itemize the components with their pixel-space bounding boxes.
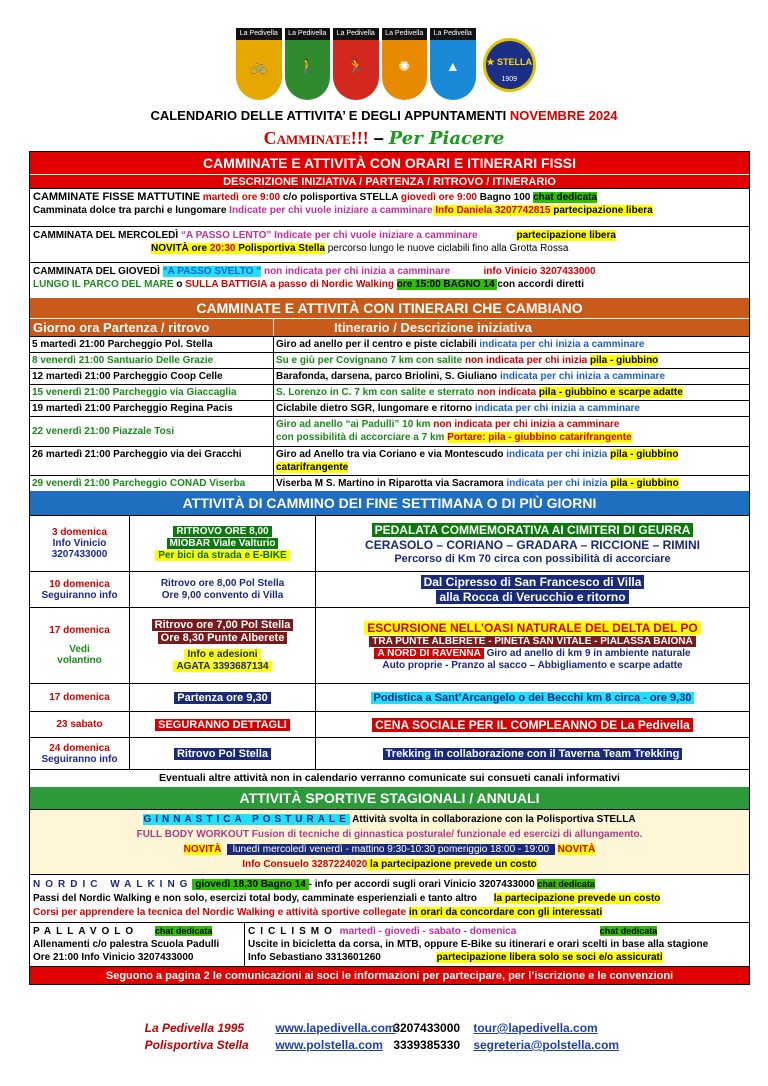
wednesday-walk: CAMMINATA DEL MERCOLEDÌ “A PASSO LENTO” Indicate per chi vuole iniziare a camminare partecipazione libera NOVITÀ ore 20:30 Polisportiva Stella percorso lungo le nuove ciclabili fino alla Grotta Rossa <box>30 226 749 262</box>
logo-cicloturisti: La Pedivella 🚲 <box>236 28 282 100</box>
weekend-row: 24 domenica Seguiranno info Ritrovo Pol Stella Trekking in collaborazione con il Taverna Team Trekking <box>30 737 749 769</box>
nordic-walking: NORDIC WALKING giovedì 18,30 Bagno 14 - info per accordi sugli orari Vinicio 3207433000 chat dedicata Passi del Nordic Walking e non solo, esercizi total body, camminate esperienziali e tanto altro la partecipazione prevede un costo Corsi per apprendere la tecnica del Nordic Walking e attività sportive collegate in orari da concordare con gli interessati <box>30 874 749 922</box>
logo-trekking: La Pedivella ▲ <box>430 28 476 100</box>
shell-icon: ✺ <box>398 58 411 74</box>
fixed-morning-walks: CAMMINATE FISSE MATTUTINE martedì ore 9:00 c/o polisportiva STELLA giovedì ore 9:00 Bagno 100 chat dedicata Camminata dolce tra parchi e lungomare Indicate per chi vuole iniziare a camminare Info Daniela 3207742815 partecipazione libera <box>30 188 749 226</box>
table-row: 5 martedì 21:00 Parcheggio Pol. Stella Giro ad anello per il centro e piste ciclabili indicata per chi inizia a camminare <box>30 336 749 352</box>
page-subtitle: Camminate!!! – Per Piacere <box>263 128 505 149</box>
table-row: 19 martedì 21:00 Parcheggio Regina Pacis Ciclabile dietro SGR, lungomare e ritorno indicata per chi inizia a camminare <box>30 400 749 416</box>
table-row: 8 venerdì 21:00 Santuario Delle Grazie Su e giù per Covignano 7 km con salite non indicata per chi inizia pila - giubbino <box>30 352 749 368</box>
postural-gym: GINNASTICA POSTURALE Attività svolta in collaborazione con la Polisportiva STELLA FULL BODY WORKOUT Fusion di tecniche di ginnastica posturale/ funzionale ed esercizi di allungamento. NOVITÀ lunedì mercoledì venerdì - mattino 9:30-10:30 pomeriggio 18:00 - 19:00 NOVITÀ Info Consuelo 3287224020 la partecipazione prevede un costo <box>30 809 749 874</box>
pedivella-website-link[interactable]: www.lapedivella.com <box>275 1021 396 1035</box>
pedivella-email-link[interactable]: tour@lapedivella.com <box>473 1021 598 1035</box>
section-changing-title: CAMMINATE E ATTIVITÀ CON ITINERARI CHE CAMBIANO <box>30 298 749 318</box>
weekend-row: 3 domenica Info Vinicio 3207433000 RITROVO ORE 8,00 MIOBAR Viale Valturio Per bici da strada e E-BIKE PEDALATA COMMEMORATIVA AI CIMITERI DI GEURRA CERASOLO – CORIANO – GRADARA – RICCIONE – RIMINI Percorso di Km 70 circa con possibilità di accorciare <box>30 515 749 571</box>
calendar-table <box>29 151 750 985</box>
mountain-icon: ▲ <box>445 58 460 74</box>
logo-podisti: La Pedivella 🏃 <box>333 28 379 100</box>
weekend-row: 17 domenica Partenza ore 9,30 Podistica a Sant’Arcangelo o dei Becchi km 8 circa - ore 9,30 <box>30 683 749 711</box>
stella-website-link[interactable]: www.polstella.com <box>275 1038 383 1052</box>
table-row: 12 martedì 21:00 Parcheggio Coop Celle Barafonda, darsena, parco Briolini, S. Giuliano indicata per chi inizia a camminare <box>30 368 749 384</box>
table-row: 26 martedì 21:00 Parcheggio via dei Gracchi Giro ad Anello tra via Coriano e via Montescudo indicata per chi inizia pila - giubbino catarifrangente <box>30 446 749 475</box>
runner-icon: 🏃 <box>347 58 365 74</box>
logo-camminatori: La Pedivella 🚶 <box>285 28 331 100</box>
logo-pedalata: La Pedivella ✺ <box>382 28 428 100</box>
weekend-note: Eventuali altre attività non in calendario verranno comunicate sui consueti canali informativi <box>30 769 749 787</box>
footer-line-pedivella: La Pedivella 1995 www.lapedivella.com3207433000 tour@lapedivella.com <box>0 1020 768 1037</box>
sports-row <box>30 922 749 966</box>
weekend-row: 23 sabato SEGURANNO DETTAGLI CENA SOCIALE PER IL COMPLEANNO DE La Pedivella <box>30 711 749 737</box>
changing-header: Giorno ora Partenza / ritrovo Itinerario / Descrizione iniziativa <box>30 318 749 336</box>
section-fixed-subtitle: DESCRIZIONE INIZIATIVA / PARTENZA / RITROVO / ITINERARIO <box>30 174 749 188</box>
logo-polisportiva-stella: ★ STELLA 1909 <box>483 38 536 92</box>
footer-line-stella: Polisportiva Stella www.polstella.com 3339385330 segreteria@polstella.com <box>0 1037 768 1054</box>
volleyball-box: PALLAVOLO chat dedicata Allenamenti c/o palestra Scuola Padulli Ore 21:00 Info Vinicio 3207433000 <box>30 923 245 966</box>
section-weekend-title: ATTIVITÀ DI CAMMINO DEI FINE SETTIMANA O DI PIÙ GIORNI <box>30 491 749 515</box>
section-fixed-title: CAMMINATE E ATTIVITÀ CON ORARI E ITINERARI FISSI <box>30 152 749 174</box>
cycling-box: CICLISMO martedì - giovedì - sabato - domenica chat dedicata Uscite in bicicletta da corsa, in MTB, oppure E-Bike su itinerari e orari scelti in base alla stagione Info Sebastiano 3313601260 partecipazione libera solo se soci e/o assicurati <box>248 926 709 963</box>
thursday-walk: CAMMINATA DEL GIOVEDÌ “A PASSO SVELTO ” non indicata per chi inizia a camminare info Vinicio 3207433000 LUNGO IL PARCO DEL MARE o SULLA BATTIGIA a passo di Nordic Walking ore 15:00 BAGNO 14 con accordi diretti <box>30 262 749 298</box>
weekend-row: 17 domenica Vedi volantino Ritrovo ore 7,00 Pol Stella Ore 8,30 Punte Alberete Info e adesioni AGATA 3393687134 ESCURSIONE NELL’OASI NATURALE DEL DELTA DEL PO TRA PUNTE ALBERETE - PINETA SAN VITALE - PIALASSA BAIONA A NORD DI RAVENNA Giro ad anello di km 9 in ambiente naturale Auto proprie - Pranzo al sacco – Abbigliamento e scarpe adatte <box>30 607 749 683</box>
walker-icon: 🚶 <box>298 58 316 74</box>
stella-email-link[interactable]: segreteria@polstella.com <box>473 1038 620 1052</box>
logos-strip <box>236 28 536 100</box>
bike-icon: 🚲 <box>250 58 268 74</box>
next-page-note: Seguono a pagina 2 le comunicazioni ai soci le informazioni per partecipare, per l’iscrizione e le convenzioni <box>30 966 749 984</box>
table-row: 22 venerdì 21:00 Piazzale Tosi Giro ad anello “ai Padulli” 10 km non indicata per chi inizia a camminare con possibilità di accorciare a 7 km Portare: pila - giubbino catarifrangente <box>30 416 749 446</box>
table-row: 29 venerdì 21:00 Parcheggio CONAD Viserba Viserba M S. Martino in Riparotta via Sacramora indicata per chi inizia pila - giubbino <box>30 475 749 491</box>
page-title: CALENDARIO DELLE ATTIVITA’ E DEGLI APPUNTAMENTI NOVEMBRE 2024 <box>150 108 618 123</box>
weekend-row: 10 domenica Seguiranno info Ritrovo ore 8,00 Pol Stella Ore 9,00 convento di Villa Dal Cipresso di San Francesco di Villa alla Rocca di Verucchio e ritorno <box>30 571 749 607</box>
footer <box>0 1020 768 1054</box>
section-seasonal-title: ATTIVITÀ SPORTIVE STAGIONALI / ANNUALI <box>30 787 749 809</box>
table-row: 15 venerdì 21:00 Parcheggio via Giaccaglia S. Lorenzo in C. 7 km con salite e sterrato non indicata pila - giubbino e scarpe adatte <box>30 384 749 400</box>
